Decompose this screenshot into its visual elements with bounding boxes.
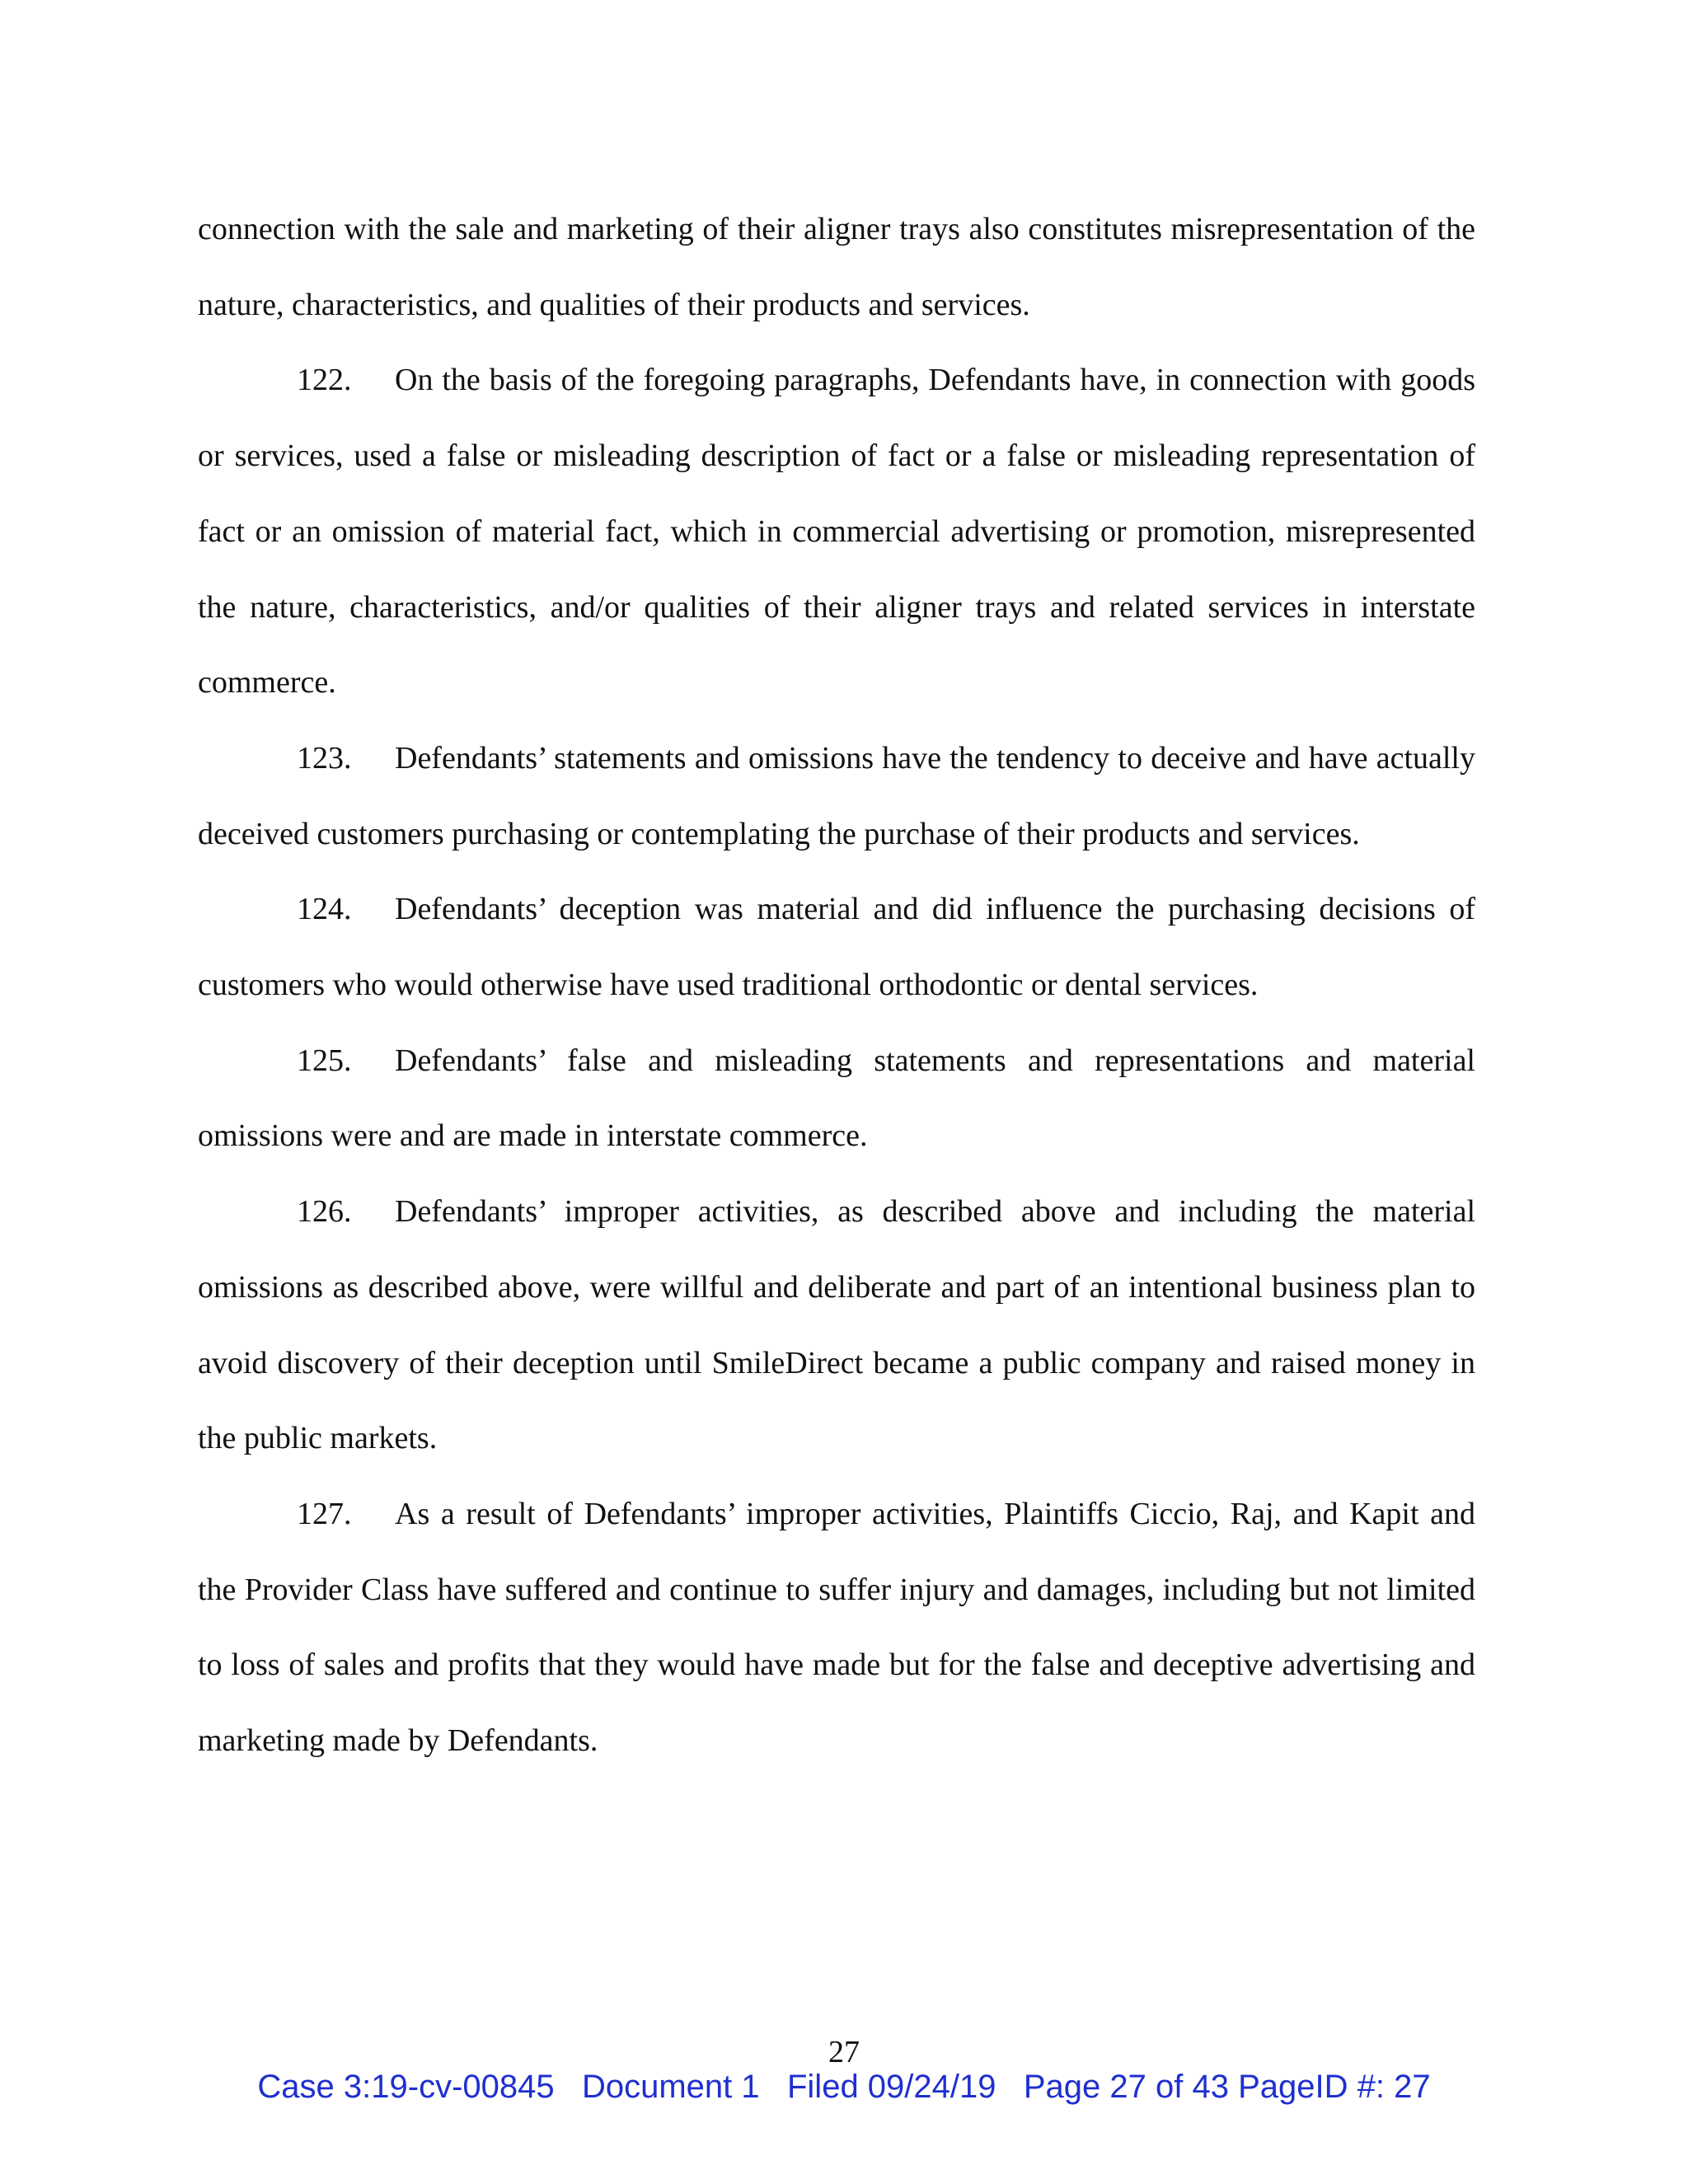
paragraph-number: 127.: [297, 1496, 352, 1531]
case-footer: [0, 2067, 1688, 2107]
paragraph-continuation: [198, 192, 1475, 343]
paragraph-text: As a result of Defendants’ improper activities, Plaintiffs Ciccio, Raj, and Kapit and the Provider Class have suffered and continue to suffer injury and damages, including but not limited to loss of sales and profits that they would have made but for the false and deceptive advertising and marketing made by Defendants.: [198, 1496, 1475, 1759]
paragraph-number: 126.: [297, 1194, 352, 1230]
footer-page-id: PageID #: 27: [1238, 2069, 1431, 2105]
paragraph-125: [198, 1024, 1475, 1174]
paragraph-text: Defendants’ false and misleading statements and representations and material omissions were and are made in interstate commerce.: [198, 1043, 1475, 1154]
paragraph-122: [198, 343, 1475, 721]
paragraph-127: [198, 1477, 1475, 1779]
paragraph-126: [198, 1174, 1475, 1477]
paragraph-number: 125.: [297, 1043, 352, 1078]
paragraph-text: connection with the sale and marketing of their aligner trays also constitutes misrepresentation of the nature, characteristics, and qualities of their products and services.: [198, 212, 1475, 322]
paragraph-text: On the basis of the foregoing paragraphs, Defendants have, in connection with goods or services, used a false or misleading description of fact or a false or misleading representation of fact or an omission of material fact, which in commercial advertising or promotion, misrepresented the nature, characteristics, and/or qualities of their aligner trays and related services in interstate commerce.: [198, 363, 1475, 701]
paragraph-123: [198, 721, 1475, 872]
paragraph-number: 124.: [297, 892, 352, 927]
paragraph-number: 123.: [297, 740, 352, 776]
document-body: [198, 192, 1475, 1779]
paragraph-text: Defendants’ statements and omissions have the tendency to deceive and have actually deceived customers purchasing or contemplating the purchase of their products and services.: [198, 740, 1475, 851]
footer-case-number: Case 3:19-cv-00845: [257, 2069, 555, 2105]
paragraph-124: [198, 872, 1475, 1023]
footer-page-count: Page 27 of 43: [1023, 2069, 1229, 2105]
paragraph-text: Defendants’ improper activities, as described above and including the material omissions as described above, were willful and deliberate and part of an intentional business plan to avoid discovery of their deception until SmileDirect became a public company and raised money in the public markets.: [198, 1194, 1475, 1456]
paragraph-number: 122.: [297, 363, 352, 398]
footer-document: Document 1: [581, 2069, 760, 2105]
paragraph-text: Defendants’ deception was material and did influence the purchasing decisions of customers who would otherwise have used traditional orthodontic or dental services.: [198, 892, 1475, 1003]
footer-filed-date: Filed 09/24/19: [786, 2069, 996, 2105]
page-number: 27: [828, 2035, 860, 2069]
